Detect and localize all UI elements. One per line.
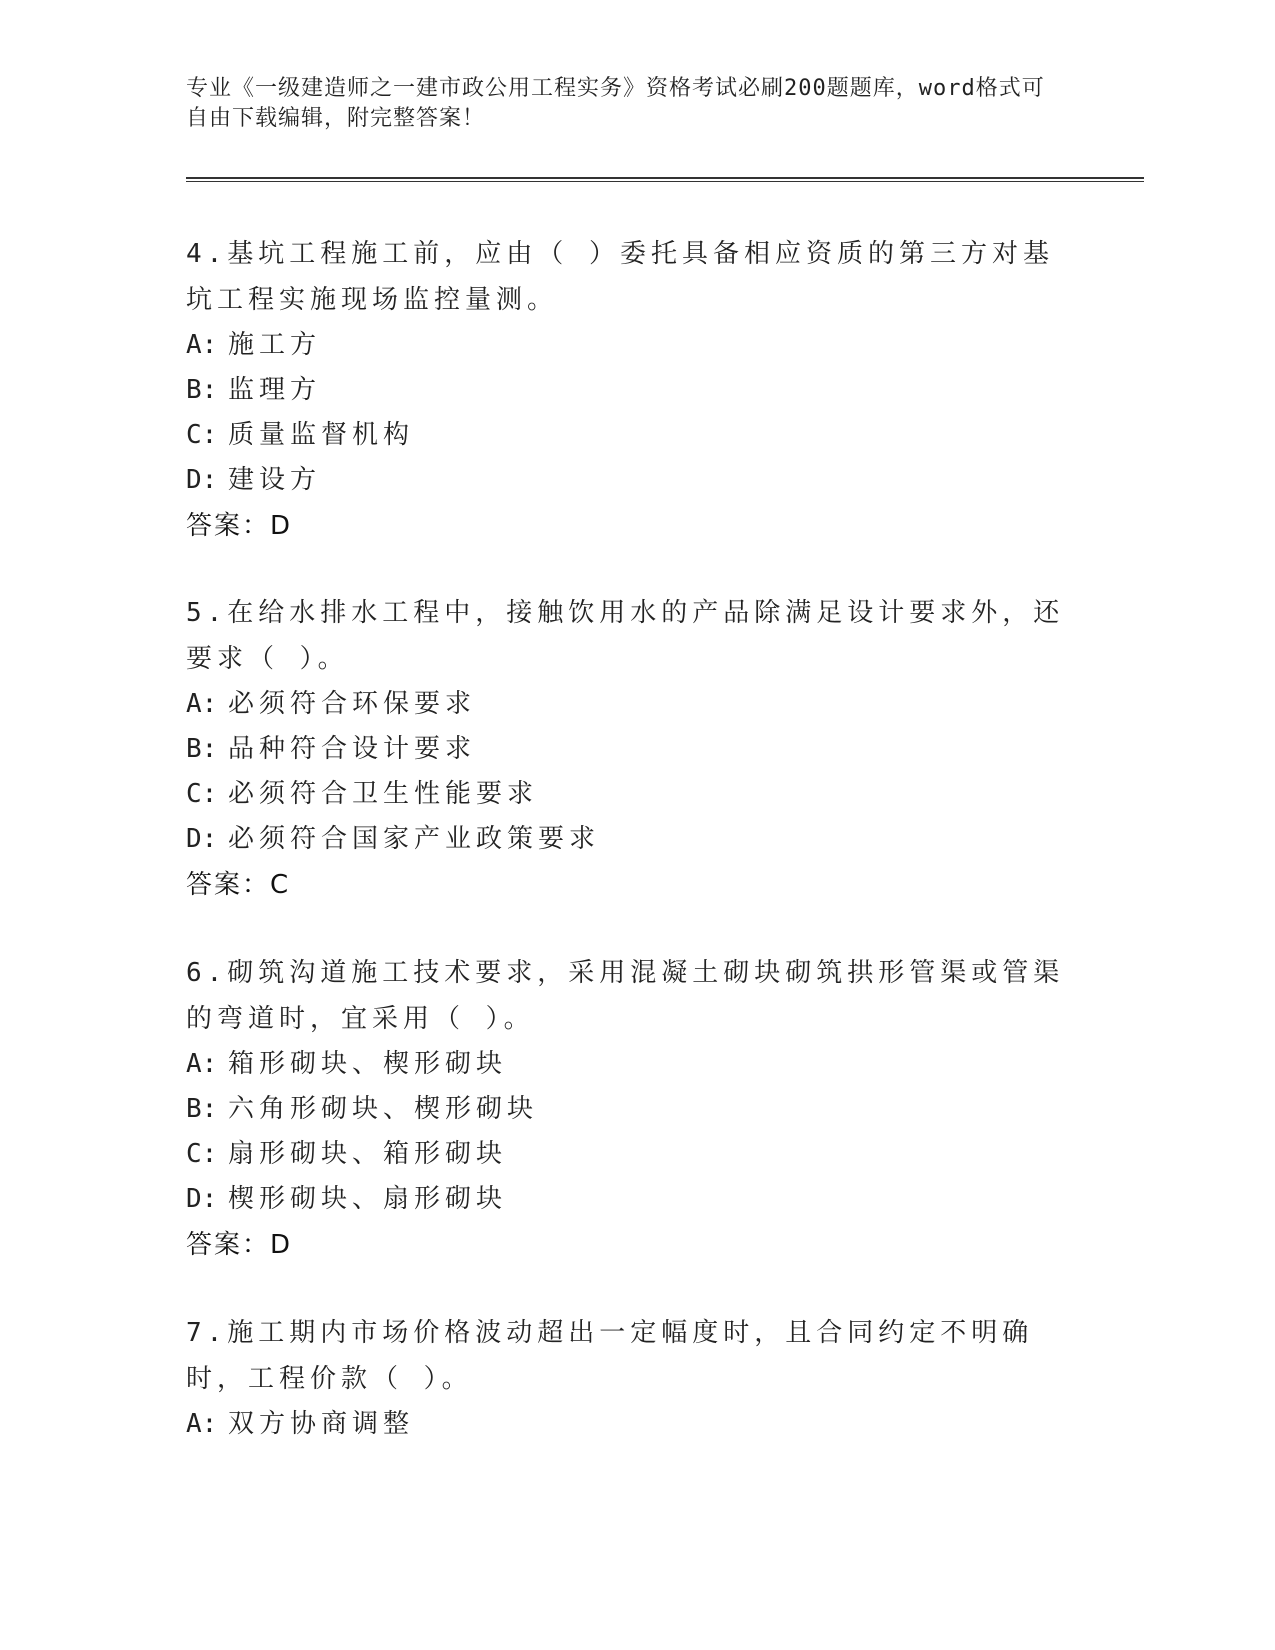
option-a (186, 323, 1066, 368)
option-b (186, 1087, 1066, 1132)
option-text: 扇形砌块、箱形砌块 (228, 1139, 508, 1169)
option-text: 双方协商调整 (228, 1409, 415, 1439)
option-a (186, 682, 1066, 727)
option-b (186, 727, 1066, 772)
option-key: C: (186, 779, 218, 809)
option-text: 施工方 (228, 330, 322, 360)
option-text: 楔形砌块、扇形砌块 (228, 1184, 508, 1214)
question-4 (186, 231, 1066, 549)
question-stem: 4.基坑工程施工前，应由（ ）委托具备相应资质的第三方对基坑工程实施现场监控量测。 (186, 239, 1054, 315)
option-key: B: (186, 734, 218, 764)
option-text: 六角形砌块、楔形砌块 (228, 1094, 539, 1124)
option-d (186, 1177, 1066, 1222)
option-text: 必须符合国家产业政策要求 (228, 824, 601, 854)
answer: 答案：D (186, 511, 293, 541)
option-key: C: (186, 420, 218, 450)
option-key: A: (186, 1409, 218, 1439)
option-text: 必须符合环保要求 (228, 689, 477, 719)
option-key: D: (186, 1184, 218, 1214)
option-a (186, 1042, 1066, 1087)
document-header: 专业《一级建造师之一建市政公用工程实务》资格考试必刷200题题库，word格式可自由下载编辑，附完整答案！ (186, 76, 1045, 131)
option-key: A: (186, 689, 218, 719)
option-key: D: (186, 824, 218, 854)
option-c (186, 772, 1066, 817)
question-stem: 7.施工期内市场价格波动超出一定幅度时，且合同约定不明确时，工程价款（ ）。 (186, 1318, 1034, 1394)
answer: 答案：C (186, 870, 291, 900)
option-key: A: (186, 1049, 218, 1079)
option-c (186, 413, 1066, 458)
option-key: D: (186, 465, 218, 495)
option-d (186, 817, 1066, 862)
option-text: 质量监督机构 (228, 420, 415, 450)
option-text: 建设方 (228, 465, 322, 495)
option-text: 必须符合卫生性能要求 (228, 779, 539, 809)
question-6 (186, 950, 1066, 1268)
question-5 (186, 590, 1066, 908)
question-7 (186, 1310, 1066, 1447)
option-text: 箱形砌块、楔形砌块 (228, 1049, 508, 1079)
option-d (186, 458, 1066, 503)
option-text: 监理方 (228, 375, 322, 405)
header-divider (186, 177, 1144, 179)
option-key: B: (186, 1094, 218, 1124)
answer: 答案：D (186, 1230, 293, 1260)
question-stem: 6.砌筑沟道施工技术要求，采用混凝土砌块砌筑拱形管渠或管渠的弯道时，宜采用（ ）。 (186, 958, 1065, 1034)
option-c (186, 1132, 1066, 1177)
option-key: A: (186, 330, 218, 360)
option-b (186, 368, 1066, 413)
option-text: 品种符合设计要求 (228, 734, 477, 764)
question-stem: 5.在给水排水工程中，接触饮用水的产品除满足设计要求外，还要求（ ）。 (186, 598, 1065, 674)
option-a (186, 1402, 1066, 1447)
option-key: B: (186, 375, 218, 405)
option-key: C: (186, 1139, 218, 1169)
header-divider-thin (186, 181, 1144, 182)
